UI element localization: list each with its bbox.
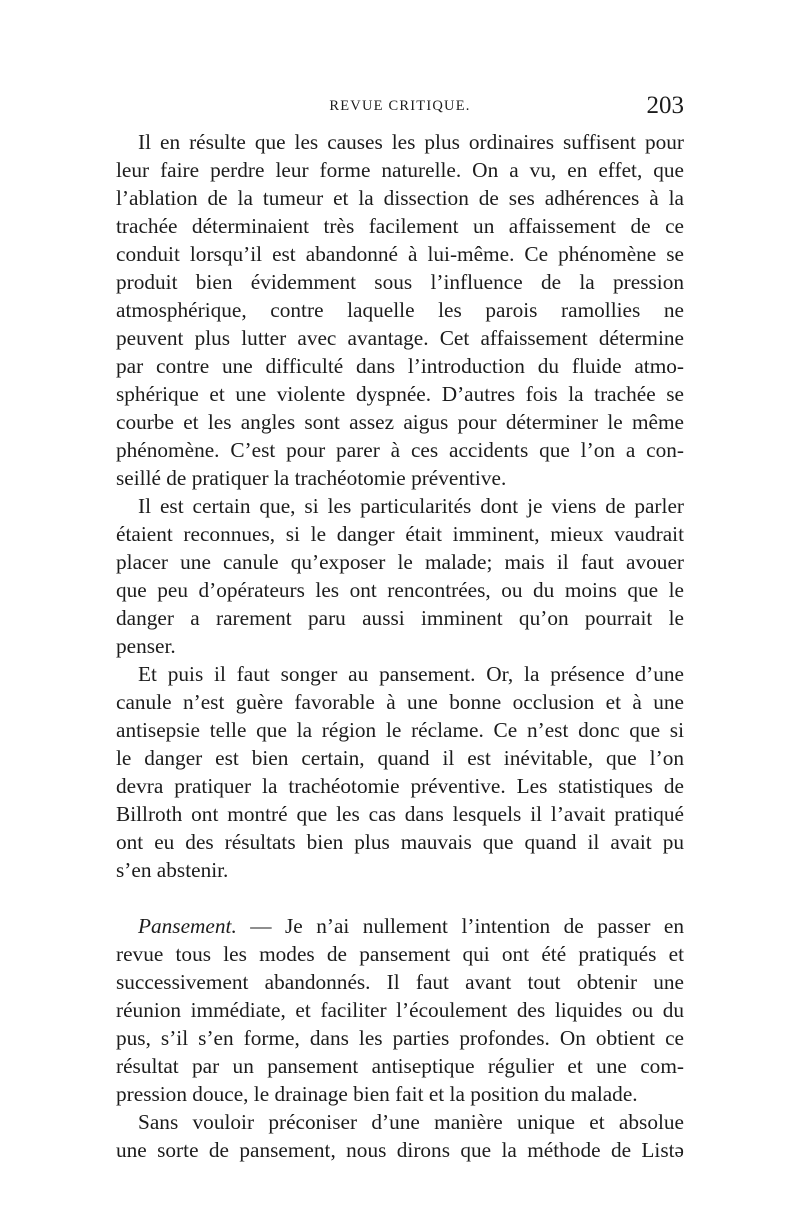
text-line: pression douce, le drainage bien fait et la position du malade. [116,1082,638,1106]
text-line: une sorte de pansement, nous dirons que la méthode de Listə [116,1138,684,1162]
paragraph [116,492,684,660]
text-line: résultat par un pansement antiseptique régulier et une com- [116,1054,684,1078]
text-line: pus, s’il s’en forme, dans les parties profondes. On obtient ce [116,1026,684,1050]
text-line: Sans vouloir préconiser d’une manière unique et absolue [138,1110,684,1134]
text-line: sphérique et une violente dyspnée. D’autres fois la trachée se [116,382,684,406]
text-line: Il en résulte que les causes les plus ordinaires suffisent pour [138,130,684,154]
text-line: ont eu des résultats bien plus mauvais que quand il avait pu [116,830,684,854]
text-line: étaient reconnues, si le danger était imminent, mieux vaudrait [116,522,684,546]
body-text [116,128,684,1164]
running-head [116,92,684,122]
text-line: atmosphérique, contre laquelle les parois ramollies ne [116,298,684,322]
running-title: REVUE CRITIQUE. [329,98,471,114]
paragraph [116,660,684,884]
text-line: trachée déterminaient très facilement un affaissement de ce [116,214,684,238]
text-line: devra pratiquer la trachéotomie préventive. Les statistiques de [116,774,684,798]
text-line: le danger est bien certain, quand il est inévitable, que l’on [116,746,684,770]
text-line: canule n’est guère favorable à une bonne occlusion et à une [116,690,684,714]
text-line: revue tous les modes de pansement qui ont été pratiqués et [116,942,684,966]
text-line: que peu d’opérateurs les ont rencontrées, ou du moins que le [116,578,684,602]
text-line: leur faire perdre leur forme naturelle. On a vu, en effet, que [116,158,684,182]
text-line: successivement abandonnés. Il faut avant tout obtenir une [116,970,684,994]
text-line: Il est certain que, si les particularités dont je viens de parler [138,494,684,518]
text-line: par contre une difficulté dans l’introduction du fluide atmo- [116,354,684,378]
paragraph [116,128,684,492]
text-line: produit bien évidemment sous l’influence de la pression [116,270,684,294]
text-line: l’ablation de la tumeur et la dissection de ses adhérences à la [116,186,684,210]
text-line: placer une canule qu’exposer le malade; mais il faut avouer [116,550,684,574]
text-line: s’en abstenir. [116,858,229,882]
text-line: réunion immédiate, et faciliter l’écoulement des liquides ou du [116,998,684,1022]
section-heading-rest: — Je n’ai nullement l’intention de passer en [236,914,684,938]
text-line: conduit lorsqu’il est abandonné à lui-même. Ce phénomène se [116,242,684,266]
section-heading-line [116,912,684,940]
text-line: peuvent plus lutter avec avantage. Cet affaissement détermine [116,326,684,350]
text-line: seillé de pratiquer la trachéotomie préventive. [116,466,507,490]
text-line: danger a rarement paru aussi imminent qu’on pourrait le [116,606,684,630]
text-line: penser. [116,634,176,658]
text-line: Et puis il faut songer au pansement. Or, la présence d’une [138,662,684,686]
paragraph [116,1108,684,1164]
section-title: Pansement. [138,914,237,938]
text-line: courbe et les angles sont assez aigus pour déterminer le même [116,410,684,434]
text-line: Billroth ont montré que les cas dans lesquels il l’avait pratiqué [116,802,684,826]
text-line: antisepsie telle que la région le réclame. Ce n’est donc que si [116,718,684,742]
section-spacer [116,884,684,912]
page-number: 203 [646,92,684,119]
section-pansement [116,912,684,1108]
text-line: phénomène. C’est pour parer à ces accidents que l’on a con- [116,438,684,462]
